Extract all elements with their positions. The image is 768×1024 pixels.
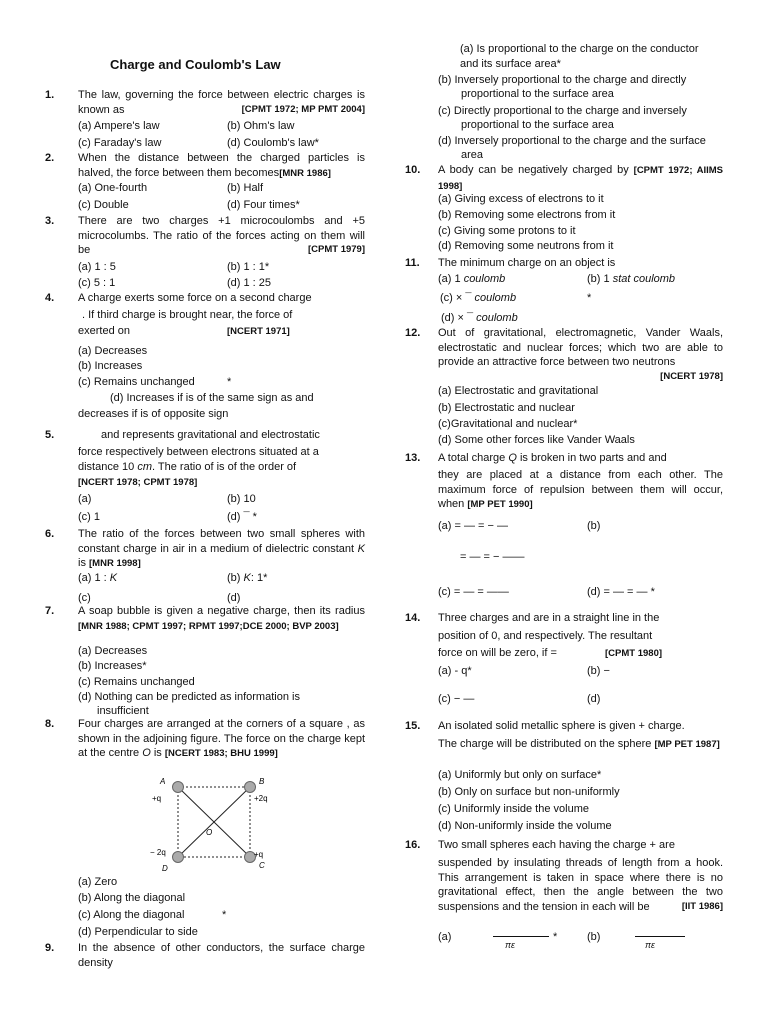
question-number: 6. (45, 528, 55, 540)
question-number: 16. (405, 839, 421, 851)
option-b[interactable]: (b) K: 1* (227, 572, 268, 584)
option-d[interactable]: (d) (227, 592, 241, 604)
option-c[interactable]: (c) Uniformly inside the volume (438, 803, 589, 815)
question-text: A body can be negatively charged by (438, 164, 629, 176)
option-b[interactable]: (b) Increases (78, 360, 143, 372)
reference: [MP PET 1987] (654, 739, 720, 750)
charge-d (173, 852, 184, 863)
option-d[interactable]: (d) (587, 693, 601, 705)
question-text: A soap bubble is given a negative charge, then its radius (78, 605, 365, 617)
question-text-line: An isolated solid metallic sphere is given + charge. (438, 720, 685, 732)
question-text: The law, governing the force between electric charges is known as (78, 89, 365, 116)
question-text-line: force on will be zero, if = (438, 647, 557, 659)
question-text-line: exerted on (78, 325, 130, 337)
charge-b (245, 782, 256, 793)
answer-mark: * (222, 909, 227, 921)
option-b[interactable]: (b) Increases* (78, 660, 147, 672)
option-d[interactable]: (d) Some other forces like Vander Waals (438, 434, 635, 446)
option-a[interactable]: (a) Uniformly but only on surface* (438, 769, 602, 781)
question-text-line: Three charges and are in a straight line in the (438, 612, 660, 624)
option-d[interactable]: (d) ¯ * (227, 511, 257, 523)
question-text-line: . If third charge is brought near, the force of (82, 309, 293, 321)
fraction-bar (635, 936, 685, 937)
option-b[interactable]: (b) Half (227, 182, 264, 194)
option-c[interactable]: (c) Faraday's law (78, 137, 162, 149)
option-c[interactable]: (c) Along the diagonal (78, 909, 185, 921)
label-b: B (259, 777, 265, 786)
question-text: suspended by insulating threads of length from a hook. This arrangement is taken in space where there is no gravitational effect, then the angle between the two suspensions and the tension in each will be (438, 857, 723, 913)
option-d[interactable]: (d) 1 : 25 (227, 277, 272, 289)
pi-epsilon: πε (505, 940, 515, 950)
option-a[interactable]: (a) Electrostatic and gravitational (438, 385, 599, 397)
option-a[interactable]: (a) Zero (78, 876, 118, 888)
option-a[interactable]: (a) Decreases (78, 345, 148, 357)
reference: [CPMT 1979] (307, 244, 365, 255)
question-text-line: position of 0, and respectively. The resultant (438, 630, 653, 642)
answer-mark: * (553, 931, 558, 943)
question-number: 15. (405, 720, 421, 732)
question-text: Four charges are arranged at the corners of a square , as shown in the adjoining figure. The force on the charge kept at the centre (78, 718, 365, 759)
option-c[interactable]: (c) − — (438, 693, 475, 705)
question-number: 14. (405, 612, 421, 624)
square-charge-figure (150, 777, 290, 877)
question-number: 12. (405, 327, 421, 339)
label-c: C (259, 861, 265, 870)
option-a[interactable]: (a) (78, 493, 92, 505)
reference: [NCERT 1983; BHU 1999] (164, 748, 278, 759)
option-c[interactable]: (c) Giving some protons to it (438, 225, 576, 237)
label-qa: +q (152, 794, 162, 803)
question-text-line: A charge exerts some force on a second charge (78, 292, 312, 304)
option-d[interactable]: (d) Removing some neutrons from it (438, 240, 614, 252)
option-b[interactable]: (b) (587, 931, 601, 943)
question-text: The ratio of the forces between two small spheres with constant charge in air in a medium of dielectric constant (78, 528, 365, 555)
option-b[interactable]: (b) 1 : 1* (227, 261, 270, 273)
option-d-cont: area (461, 149, 484, 161)
option-b[interactable]: (b) − (587, 665, 610, 677)
option-b[interactable]: (b) (587, 520, 601, 532)
label-qd: − 2q (150, 848, 166, 857)
question-text-line: and represents gravitational and electrostatic (101, 429, 320, 441)
option-c-cont: proportional to the surface area (461, 119, 614, 131)
option-d[interactable]: (d) Non-uniformly inside the volume (438, 820, 612, 832)
option-d[interactable]: (d) Perpendicular to side (78, 926, 198, 938)
option-c[interactable]: (c) 5 : 1 (78, 277, 116, 289)
question-number: 5. (45, 429, 55, 441)
reference: [MP PET 1990] (467, 499, 533, 510)
option-c[interactable]: (c)Gravitational and nuclear* (438, 418, 578, 430)
question-number: 2. (45, 152, 55, 164)
option-b[interactable]: (b) Removing some electrons from it (438, 209, 616, 221)
option-a[interactable]: (a) 1 : K (78, 572, 118, 584)
question-text-line: A total charge Q is broken in two parts and and (438, 452, 667, 464)
option-d[interactable]: (d) Nothing can be predicted as information is (78, 691, 300, 703)
option-c[interactable]: (c) × ¯ coulomb (440, 292, 517, 304)
option-b[interactable]: (b) Inversely proportional to the charge and directly (438, 74, 687, 86)
question-number: 1. (45, 89, 55, 101)
fraction-bar (493, 936, 549, 937)
answer-mark: * (227, 376, 232, 388)
reference: [NCERT 1971] (227, 326, 290, 337)
question-text-line: distance 10 cm. The ratio of is of the order of (78, 461, 297, 473)
label-a: A (160, 777, 166, 786)
option-a[interactable]: (a) Ampere's law (78, 120, 160, 132)
reference: [NCERT 1978; CPMT 1978] (78, 477, 198, 488)
option-c[interactable]: (c) Remains unchanged (78, 376, 195, 388)
option-a-cont: and its surface area* (460, 58, 561, 70)
page-title: Charge and Coulomb's Law (110, 57, 281, 72)
question-number: 4. (45, 292, 55, 304)
reference: [CPMT 1980] (605, 648, 663, 659)
label-d: D (162, 864, 168, 873)
option-b[interactable]: (b) Ohm's law (227, 120, 295, 132)
option-c[interactable]: (c) Remains unchanged (78, 676, 195, 688)
option-b[interactable]: (b) 10 (227, 493, 256, 505)
question-text: Out of gravitational, electromagnetic, Vander Waals, electrostatic and nuclear forces; which two are able to provide an attractive force between two neutrons (438, 327, 723, 368)
option-b-cont: proportional to the surface area (461, 88, 614, 100)
option-a[interactable]: (a) 1 : 5 (78, 261, 116, 273)
question-text: In the absence of other conductors, the surface charge density (78, 942, 365, 969)
question-number: 3. (45, 215, 55, 227)
option-a[interactable]: (a) 1 coulomb (438, 273, 506, 285)
option-b[interactable]: (b) Along the diagonal (78, 892, 186, 904)
option-a[interactable]: (a) (438, 931, 452, 943)
option-c[interactable]: (c) 1 (78, 511, 100, 523)
reference: [IIT 1986] (681, 900, 723, 912)
reference: [CPMT 1972; AIIMS 1998] (438, 165, 723, 192)
option-c[interactable]: (c) (78, 592, 91, 604)
question-text: they are placed at a distance from each other. The maximum force of repulsion between them will occur, when (438, 469, 723, 510)
option-a[interactable]: (a) One-fourth (78, 182, 148, 194)
label-o: O (206, 828, 213, 837)
option-d[interactable]: (d) × ¯ coulomb (441, 312, 518, 324)
option-c[interactable]: (c) = — = —— (438, 586, 509, 598)
option-a[interactable]: (a) - q* (438, 665, 472, 677)
question-number: 10. (405, 164, 421, 176)
charge-a (173, 782, 184, 793)
pi-epsilon: πε (645, 940, 655, 950)
option-a[interactable]: (a) = — = − — (438, 520, 508, 532)
option-d[interactable]: (d) = — = — * (587, 586, 655, 598)
question-text-line: force respectively between electrons situated at a (78, 446, 319, 458)
question-text: The charge will be distributed on the sphere (438, 738, 652, 750)
label-qc: +q (254, 850, 264, 859)
option-a[interactable]: (a) Giving excess of electrons to it (438, 193, 604, 205)
reference: [MNR 1998] (89, 558, 141, 569)
question-text: When the distance between the charged particles is halved, the force between them becomes (78, 152, 365, 179)
question-number: 9. (45, 942, 55, 954)
question-number: 13. (405, 452, 421, 464)
option-b[interactable]: (b) Electrostatic and nuclear (438, 402, 575, 414)
option-b[interactable]: (b) 1 stat coulomb (587, 273, 676, 285)
option-a[interactable]: (a) Is proportional to the charge on the conductor (460, 43, 699, 55)
question-number: 11. (405, 257, 420, 269)
option-c[interactable]: (c) Double (78, 199, 129, 211)
option-d[interactable]: (d) Coulomb's law* (227, 137, 319, 149)
option-b-expr: = — = − —— (460, 551, 525, 563)
option-c[interactable]: (c) Directly proportional to the charge and inversely (438, 105, 687, 117)
reference: [MNR 1986] (279, 167, 331, 179)
option-a[interactable]: (a) Decreases (78, 645, 148, 657)
reference: [CPMT 1972; MP PMT 2004] (241, 103, 365, 115)
option-d[interactable]: (d) Four times* (227, 199, 300, 211)
question-text: There are two charges +1 microcoulombs and +5 microcolumbs. The ratio of the forces acting on them will be (78, 215, 365, 256)
option-d[interactable]: (d) Inversely proportional to the charge and the surface (438, 135, 706, 147)
question-number: 7. (45, 605, 55, 617)
option-d-cont: insufficient (97, 705, 149, 717)
label-qb: +2q (254, 794, 268, 803)
option-d[interactable]: (d) Increases if is of the same sign as and (110, 392, 314, 404)
answer-mark: * (587, 292, 592, 304)
option-d-cont: decreases if is of opposite sign (78, 408, 229, 420)
question-text-line: Two small spheres each having the charge + are (438, 839, 675, 851)
question-text: The minimum charge on an object is (438, 257, 616, 269)
page: Charge and Coulomb's Law 1. The law, governing the force between electric charges is known as [CPMT 1972; MP PMT 2004] (a) Ampere's law (b) Ohm's law (c) Faraday's law (d) Coulomb's law* 2. When the distance between the charged particles is halved, the force between them becomes[MNR 1986] (a) One-fourth (b) Half (c) Double (d) Four times* 3. There are two charges +1 microcoulombs and +5 microcolumbs. The ratio of the forces acting on them will be [CPMT 1979] (a) 1 : 5 (b) 1 : 1* (c) 5 : 1 (d) 1 : 25 4. A charge exerts some force on a second charge . If third charge is brought near, the force of exerted on [NCERT 1971] (a) Decreases (b) Increases (c) Remains unchanged * (d) Increases if is of the same sign as and decreases if is of opposite sign 5. and represents gravitational and electrostatic force respectively between electrons situated at a distance 10 cm. The ratio of is of the order of [NCERT 1978; CPMT 1978] (a) (b) 10 (c) 1 (d) ¯ * 6. The ratio of the forces between two small spheres with constant charge in air in a medium of dielectric constant K is [MNR 1998] (a) 1 : K (b) K: 1* (c) (d) 7. A soap bubble is given a negative charge, then its radius [MNR 1988; CPMT 1997; RPMT 1997;DCE 2000; BVP 2003] (a) Decreases (b) Increases* (c) Remains unchanged (d) Nothing can be predicted as information is insufficient 8. Four charges are arranged at the corners of a square , as shown in the adjoining figure. The force on the charge kept at the centre O is [NCERT 1983; BHU 1999] A B C D O +q +2q +q − 2q (a) Zero (b) Along the diagonal (c) Along the diagonal * (d) Perpendicular to side 9. In the absence of other conductors, the surface charge density (a) Is proportional to the charge on the conductor and its surface area* (b) Inversely proportional to the charge and directly proportional to the surface area (c) Directly proportional to the charge and inversely proportional to the surface area (d) Inversely proportional to the charge and the surface area 10. A body can be negatively charged by [CPMT 1972; AIIMS 1998] (a) Giving excess of electrons to it (b) Removing some electrons from it (c) Giving some protons to it (d) Removing some neutrons from it 11. The minimum charge on an object is (a) 1 coulomb (b) 1 stat coulomb (c) × ¯ coulomb * (d) × ¯ coulomb 12. Out of gravitational, electromagnetic, Vander Waals, electrostatic and nuclear forces; which two are able to provide an attractive force between two neutrons [NCERT 1978] (a) Electrostatic and gravitational (b) Electrostatic and nuclear (c)Gravitational and nuclear* (d) Some other forces like Vander Waals 13. A total charge Q is broken in two parts and and they are placed at a distance from each other. The maximum force of repulsion between them will occur, when [MP PET 1990] (a) = — = − — (b) = — = − —— (c) = — = —— (d) = — = — * 14. Three charges and are in a straight line in the position of 0, and respectively. The resultant force on will be zero, if = [CPMT 1980] (a) - q* (b) − (c) − — (d) 15. An isolated solid metallic sphere is given + charge. The charge will be distributed on the sphere [MP PET 1987] (a) Uniformly but only on surface* (b) Only on surface but non-uniformly (c) Uniformly inside the volume (d) Non-uniformly inside the volume 16. Two small spheres each having the charge + are suspended by insulating threads of length from a hook. This arrangement is taken in space where there is no gravitational effect, then the angle between the two suspensions and the tension in each will be [IIT 1986] (a) πε * (b) πε (45, 43, 723, 969)
question-number: 8. (45, 718, 55, 730)
reference: [NCERT 1978] (660, 370, 723, 382)
option-b[interactable]: (b) Only on surface but non-uniformly (438, 786, 620, 798)
reference: [MNR 1988; CPMT 1997; RPMT 1997;DCE 2000; BVP 2003] (78, 620, 339, 632)
